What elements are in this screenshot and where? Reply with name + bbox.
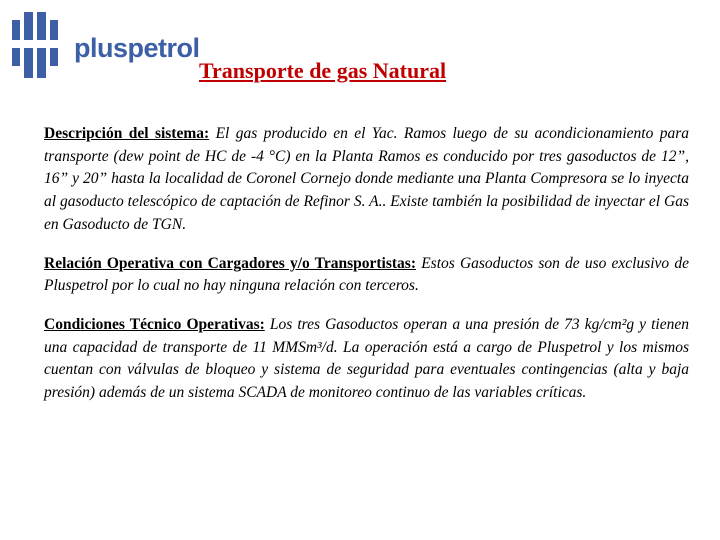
pluspetrol-logo-icon (12, 12, 64, 78)
paragraph-text: Estos Gasoductos son de uso exclusivo de Pluspetrol por lo cual no hay ninguna relación con terceros. (44, 254, 689, 295)
paragraph-text: Los tres Gasoductos operan a una presión de 73 kg/cm²g y tienen una capacidad de transporte de 11 MMSm³/d. La operación está a cargo de Pluspetrol y los mismos cuentan con válvulas de bloqueo y sistema de seguridad para eventuales contingencias (alta y baja presión) además de un sistema SCADA de monitoreo continuo de las variables críticas. (44, 315, 689, 402)
logo-wordmark: pluspetrol (74, 33, 200, 63)
paragraph-relacion (44, 253, 689, 298)
paragraph-text: El gas producido en el Yac. Ramos luego de su acondicionamiento para transporte (dew point de HC de -4 °C) en la Planta Ramos es conducido por tres gasoductos de 12”, 16” y 20” hasta la localidad de Coronel Cornejo donde mediante una Planta Compresora se lo inyecta al gasoducto telescópico de captación de Refinor S. A.. Existe también la posibilidad de inyectar el Gas en Gasoducto de TGN. (44, 125, 690, 233)
paragraph-condiciones (44, 314, 689, 405)
document-body (44, 123, 689, 421)
pluspetrol-logo (12, 12, 200, 78)
paragraph-descripcion (44, 123, 689, 237)
paragraph-heading: Condiciones Técnico Operativas: (44, 315, 265, 333)
paragraph-heading: Relación Operativa con Cargadores y/o Transportistas: (44, 254, 417, 272)
page-title: Transporte de gas Natural (199, 58, 447, 83)
paragraph-heading: Descripción del sistema: (44, 125, 210, 142)
